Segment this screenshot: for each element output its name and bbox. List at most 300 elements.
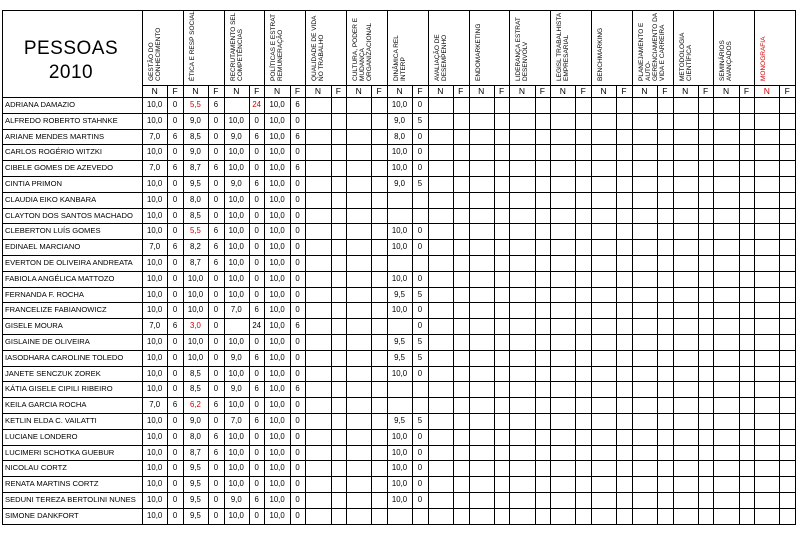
- grade-cell: 10,0: [391, 479, 408, 489]
- student-name: GISLAINE DE OLIVEIRA: [5, 337, 90, 346]
- grade-cell: 10,0: [147, 431, 163, 441]
- grade-cell: 10,0: [391, 431, 408, 441]
- absence-cell: 0: [417, 305, 423, 315]
- nf-divider: [657, 85, 658, 525]
- student-name: EVERTON DE OLIVEIRA ANDREATA: [5, 258, 133, 267]
- absence-cell: 0: [295, 352, 300, 362]
- grade-cell: 10,0: [147, 115, 163, 125]
- grade-cell: 10,0: [187, 273, 204, 283]
- sub-header-n: N: [600, 86, 607, 96]
- grade-cell: 10,0: [269, 210, 285, 220]
- absence-cell: 0: [213, 384, 219, 394]
- grade-cell: 10,0: [147, 416, 163, 425]
- absence-cell: 0: [172, 510, 178, 520]
- absence-cell: 0: [254, 163, 259, 173]
- nf-divider: [698, 85, 699, 525]
- sub-header-n: N: [763, 86, 770, 96]
- grade-cell: 10,0: [228, 431, 244, 441]
- student-name: CINTIA PRIMON: [5, 179, 62, 188]
- sub-header-n: N: [233, 86, 240, 96]
- sub-header-f: F: [458, 86, 464, 96]
- nf-divider: [331, 85, 332, 525]
- student-name: ADRIANA DAMAZIO: [5, 100, 76, 109]
- absence-cell: 0: [172, 479, 178, 489]
- absence-cell: 0: [172, 100, 178, 109]
- absence-cell: 6: [254, 495, 259, 504]
- absence-cell: 6: [254, 384, 259, 394]
- grade-cell: 10,0: [269, 131, 285, 141]
- sub-header-f: F: [417, 86, 423, 96]
- grade-cell: 9,0: [230, 384, 242, 394]
- absence-cell: 0: [213, 273, 219, 283]
- absence-cell: 0: [172, 416, 178, 425]
- grade-cell: 10,0: [228, 400, 244, 410]
- absence-cell: 0: [417, 431, 423, 441]
- student-name: SIMONE DANKFORT: [5, 510, 79, 520]
- absence-cell: 0: [417, 495, 423, 504]
- absence-cell: 5: [417, 352, 423, 362]
- absence-cell: 0: [213, 495, 219, 504]
- absence-cell: 0: [172, 210, 178, 220]
- grade-cell: 10,0: [147, 495, 163, 504]
- nf-divider: [371, 85, 372, 525]
- grade-cell: 10,0: [228, 147, 244, 157]
- absence-cell: 0: [295, 368, 300, 378]
- absence-cell: 0: [172, 289, 178, 299]
- absence-cell: 0: [417, 163, 423, 173]
- absence-cell: 24: [252, 321, 262, 331]
- absence-cell: 5: [417, 337, 423, 346]
- absence-cell: 6: [213, 100, 219, 109]
- grade-cell: 10,0: [228, 510, 244, 520]
- grade-cell: 9,5: [190, 510, 201, 520]
- border-left: [2, 10, 3, 525]
- grade-cell: 10,0: [147, 447, 163, 457]
- sub-header-f: F: [539, 86, 545, 96]
- grade-cell: 10,0: [391, 147, 408, 157]
- grade-cell: 9,0: [230, 131, 242, 141]
- absence-cell: 0: [254, 431, 259, 441]
- absence-cell: 0: [213, 179, 219, 188]
- sub-header-f: F: [498, 86, 505, 96]
- absence-cell: 6: [213, 258, 219, 267]
- grade-cell: 9,0: [230, 495, 242, 504]
- column-header: ENDOMARKETING: [474, 23, 482, 81]
- sub-header-f: F: [580, 86, 586, 96]
- grade-cell: 9,5: [190, 495, 201, 504]
- sub-header-f: F: [662, 86, 668, 96]
- column-header: PLANEJAMENTO E AUTO-GERENCIAMENTO DA VIDA E CARREIRA: [637, 13, 666, 81]
- nf-divider: [453, 85, 454, 525]
- absence-cell: 6: [254, 131, 259, 141]
- grade-cell: 8,0: [394, 131, 405, 141]
- student-name: CLAYTON DOS SANTOS MACHADO: [5, 210, 133, 220]
- grade-cell: 10,0: [269, 321, 285, 331]
- grade-cell: 9,5: [190, 463, 201, 473]
- absence-cell: 6: [295, 384, 300, 394]
- absence-cell: 0: [417, 242, 423, 252]
- absence-cell: 0: [295, 510, 300, 520]
- grade-cell: 10,0: [269, 510, 285, 520]
- absence-cell: 0: [295, 273, 300, 283]
- column-header: SEMINÁRIOS AVANÇADOS: [719, 40, 734, 81]
- absence-cell: 0: [417, 447, 423, 457]
- grade-cell: 10,0: [269, 258, 285, 267]
- grade-cell: 10,0: [147, 210, 163, 220]
- nf-divider: [494, 85, 495, 525]
- grade-cell: 3,0: [190, 321, 201, 331]
- grade-cell: 9,0: [190, 115, 201, 125]
- student-name: CIBELE GOMES DE AZEVEDO: [5, 163, 114, 173]
- grade-cell: 9,5: [394, 352, 405, 362]
- absence-cell: 0: [213, 479, 219, 489]
- grade-cell: 10,0: [391, 100, 408, 109]
- absence-cell: 0: [417, 147, 423, 157]
- grade-cell: 10,0: [147, 337, 163, 346]
- grade-cell: 10,0: [228, 163, 244, 173]
- absence-cell: 0: [254, 368, 259, 378]
- absence-cell: 0: [417, 100, 423, 109]
- grade-cell: 7,0: [230, 416, 242, 425]
- absence-cell: 0: [295, 416, 300, 425]
- absence-cell: 6: [295, 163, 300, 173]
- grade-cell: 9,5: [394, 337, 405, 346]
- absence-cell: 0: [254, 194, 259, 204]
- absence-cell: 0: [295, 242, 300, 252]
- absence-cell: 6: [213, 447, 219, 457]
- grade-cell: 10,0: [147, 273, 163, 283]
- grade-cell: 8,2: [190, 242, 201, 252]
- grade-cell: 9,5: [394, 289, 405, 299]
- absence-cell: 0: [213, 210, 219, 220]
- absence-cell: 0: [254, 463, 259, 473]
- absence-cell: 0: [254, 273, 259, 283]
- student-name: FRANCELIZE FABIANOWICZ: [5, 305, 107, 315]
- student-name: RENATA MARTINS CORTZ: [5, 479, 99, 489]
- grade-cell: 7,0: [149, 400, 161, 410]
- grade-cell: 10,0: [269, 163, 285, 173]
- student-name: FERNANDA F. ROCHA: [5, 289, 84, 299]
- row-divider: [2, 524, 795, 525]
- grade-cell: 10,0: [269, 305, 285, 315]
- absence-cell: 0: [295, 147, 300, 157]
- grade-cell: 10,0: [391, 305, 408, 315]
- absence-cell: 6: [295, 100, 300, 109]
- absence-cell: 0: [213, 289, 219, 299]
- grade-cell: 10,0: [147, 179, 163, 188]
- column-header: CULTURA, PODER E MUDANÇA ORGANIZACIONAL: [352, 17, 374, 81]
- sub-header-n: N: [151, 86, 158, 96]
- grade-cell: 10,0: [228, 242, 244, 252]
- sub-header-f: F: [172, 86, 178, 96]
- sub-header-n: N: [641, 86, 648, 96]
- grade-cell: 7,0: [149, 163, 161, 173]
- grade-cell: 10,0: [147, 258, 163, 267]
- grade-cell: 10,0: [147, 368, 163, 378]
- absence-cell: 0: [254, 226, 259, 236]
- grade-cell: 10,0: [228, 194, 244, 204]
- absence-cell: 0: [417, 131, 423, 141]
- grade-cell: 9,5: [190, 479, 201, 489]
- grade-cell: 10,0: [269, 337, 285, 346]
- absence-cell: 5: [417, 179, 423, 188]
- absence-cell: 0: [172, 273, 178, 283]
- absence-cell: 6: [213, 226, 219, 236]
- absence-cell: 0: [213, 337, 219, 346]
- grade-cell: 9,0: [190, 147, 201, 157]
- column-header: POLÍTICAS E ESTRAT REMUNERAÇÃO: [270, 14, 285, 81]
- absence-cell: 0: [172, 431, 178, 441]
- absence-cell: 0: [213, 115, 219, 125]
- absence-cell: 6: [295, 131, 300, 141]
- grade-cell: 10,0: [147, 147, 163, 157]
- student-name: SEDUNI TEREZA BERTOLINI NUNES: [5, 495, 136, 504]
- grade-cell: 9,0: [394, 179, 405, 188]
- grade-cell: 10,0: [391, 163, 408, 173]
- grade-cell: 5,5: [190, 100, 201, 109]
- column-header: GESTÃO DO CONHECIMENTO: [148, 27, 162, 81]
- grade-cell: 10,0: [147, 510, 163, 520]
- absence-cell: 6: [172, 400, 178, 410]
- grade-cell: 10,0: [228, 337, 244, 346]
- sub-header-f: F: [743, 86, 750, 96]
- absence-cell: 0: [213, 194, 219, 204]
- grade-cell: 9,0: [230, 179, 242, 188]
- absence-cell: 5: [417, 115, 423, 125]
- grade-cell: 9,5: [394, 416, 405, 425]
- absence-cell: 0: [172, 352, 178, 362]
- grade-cell: 10,0: [269, 147, 285, 157]
- absence-cell: 0: [172, 447, 178, 457]
- sub-header-f: F: [294, 86, 301, 96]
- absence-cell: 6: [172, 242, 178, 252]
- absence-cell: 6: [172, 131, 178, 141]
- absence-cell: 0: [172, 337, 178, 346]
- sub-header-f: F: [703, 86, 709, 96]
- absence-cell: 0: [213, 321, 219, 331]
- grade-cell: 10,0: [269, 179, 285, 188]
- grade-cell: 10,0: [147, 352, 163, 362]
- column-header: LEGISL TRABALHISTA EMPRESARIAL: [556, 13, 571, 81]
- absence-cell: 0: [254, 258, 259, 267]
- absence-cell: 6: [172, 321, 178, 331]
- absence-cell: 0: [254, 510, 259, 520]
- absence-cell: 5: [417, 289, 423, 299]
- grade-cell: 7,0: [149, 242, 161, 252]
- absence-cell: 6: [254, 416, 259, 425]
- absence-cell: 0: [213, 352, 219, 362]
- column-header: LIDERANÇA ESTRAT DESENVOLV: [515, 17, 530, 81]
- absence-cell: 0: [213, 147, 219, 157]
- absence-cell: 0: [254, 210, 259, 220]
- grade-cell: 10,0: [269, 447, 285, 457]
- absence-cell: 0: [172, 495, 178, 504]
- grade-cell: 10,0: [391, 226, 408, 236]
- student-name: GISELE MOURA: [5, 321, 63, 331]
- grade-cell: 7,0: [149, 131, 161, 141]
- absence-cell: 6: [254, 305, 259, 315]
- grade-cell: 10,0: [269, 242, 285, 252]
- absence-cell: 0: [295, 447, 300, 457]
- column-header: ÉTICA E RESP SOCIAL: [188, 11, 196, 81]
- nf-divider: [616, 85, 617, 525]
- student-name: KEILA GARCIA ROCHA: [5, 400, 87, 410]
- grade-cell: 10,0: [269, 416, 285, 425]
- column-header: METODOLOGIA CIENTÍFICA: [678, 33, 693, 81]
- grade-cell: 10,0: [228, 463, 244, 473]
- grade-cell: 10,0: [391, 273, 408, 283]
- absence-cell: 0: [172, 115, 178, 125]
- grade-cell: 10,0: [269, 100, 285, 109]
- absence-cell: 0: [295, 115, 300, 125]
- column-header: MONOGRAFIA: [760, 36, 768, 81]
- grade-cell: 7,0: [149, 321, 161, 331]
- student-name: EDINAEL MARCIANO: [5, 242, 81, 252]
- nf-divider: [575, 85, 576, 525]
- absence-cell: 0: [213, 463, 219, 473]
- absence-cell: 0: [254, 147, 259, 157]
- grade-cell: 10,0: [269, 352, 285, 362]
- sub-header-n: N: [437, 86, 444, 96]
- student-name: FABIOLA ANGÉLICA MATTOZO: [5, 273, 115, 283]
- grade-cell: 10,0: [147, 479, 163, 489]
- grade-cell: 10,0: [228, 115, 244, 125]
- grade-cell: 10,0: [187, 289, 204, 299]
- grade-cell: 10,0: [147, 226, 163, 236]
- grade-cell: 10,0: [391, 368, 408, 378]
- sub-header-n: N: [192, 86, 199, 96]
- absence-cell: 0: [295, 337, 300, 346]
- absence-cell: 0: [172, 305, 178, 315]
- column-header: RECRUTAMENTO SEL COMPETÊNCIAS: [229, 12, 244, 81]
- grade-cell: 8,5: [190, 368, 201, 378]
- grade-cell: 8,5: [190, 384, 201, 394]
- absence-cell: 0: [295, 289, 300, 299]
- absence-cell: 5: [417, 416, 423, 425]
- grade-cell: 10,0: [228, 210, 244, 220]
- column-header: QUALIDADE DE VIDA NO TRABALHO: [311, 15, 326, 81]
- absence-cell: 0: [213, 131, 219, 141]
- absence-cell: 6: [213, 163, 219, 173]
- absence-cell: 6: [254, 352, 259, 362]
- grade-cell: 10,0: [269, 194, 285, 204]
- nf-divider: [739, 85, 740, 525]
- absence-cell: 0: [417, 368, 423, 378]
- sub-header-n: N: [559, 86, 566, 96]
- column-divider: [795, 10, 796, 525]
- absence-cell: 6: [254, 179, 259, 188]
- grade-cell: 8,0: [190, 431, 201, 441]
- grade-cell: 6,2: [190, 400, 201, 410]
- grade-cell: 9,0: [394, 115, 405, 125]
- title-year: 2010: [48, 62, 94, 83]
- absence-cell: 0: [172, 226, 178, 236]
- absence-cell: 0: [295, 226, 300, 236]
- absence-cell: 0: [295, 194, 300, 204]
- absence-cell: 0: [254, 447, 259, 457]
- grade-cell: 10,0: [391, 463, 408, 473]
- absence-cell: 0: [172, 258, 178, 267]
- student-name: ARIANE MENDES MARTINS: [5, 131, 105, 141]
- grade-cell: 10,0: [228, 479, 244, 489]
- absence-cell: 6: [213, 400, 219, 410]
- absence-cell: 0: [172, 179, 178, 188]
- student-name: ALFREDO ROBERTO STAHNKE: [5, 115, 118, 125]
- absence-cell: 0: [295, 495, 300, 504]
- sub-header-n: N: [314, 86, 321, 96]
- grade-cell: 7,0: [230, 305, 242, 315]
- absence-cell: 0: [417, 226, 423, 236]
- absence-cell: 0: [295, 210, 300, 220]
- absence-cell: 0: [295, 463, 300, 473]
- title-pessoas: PESSOAS: [23, 38, 119, 59]
- absence-cell: 0: [295, 258, 300, 267]
- absence-cell: 0: [254, 289, 259, 299]
- grade-cell: 10,0: [269, 226, 285, 236]
- grade-cell: 10,0: [147, 463, 163, 473]
- sub-header-n: N: [518, 86, 526, 96]
- grade-cell: 10,0: [147, 100, 163, 109]
- grade-cell: 10,0: [147, 289, 163, 299]
- absence-cell: 0: [417, 479, 423, 489]
- grade-cell: 8,5: [190, 131, 201, 141]
- absence-cell: 0: [295, 400, 300, 410]
- sub-header-f: F: [335, 86, 341, 96]
- grade-cell: 10,0: [187, 352, 204, 362]
- student-name: JANETE SENCZUK ZOREK: [5, 368, 101, 378]
- grade-cell: 10,0: [228, 289, 244, 299]
- absence-cell: 0: [172, 147, 178, 157]
- grade-cell: 10,0: [269, 400, 285, 410]
- grade-cell: 10,0: [269, 479, 285, 489]
- grade-cell: 10,0: [269, 495, 285, 504]
- grade-cell: 9,5: [190, 179, 201, 188]
- absence-cell: 0: [295, 305, 300, 315]
- grade-cell: 10,0: [147, 384, 163, 394]
- absence-cell: 0: [213, 368, 219, 378]
- grade-cell: 10,0: [391, 495, 408, 504]
- grade-cell: 8,0: [190, 194, 201, 204]
- grade-cell: 10,0: [228, 447, 244, 457]
- grade-cell: 8,7: [190, 258, 201, 267]
- student-name: LUCIANE LONDERO: [5, 431, 78, 441]
- absence-cell: 6: [213, 242, 219, 252]
- sub-header-n: N: [355, 86, 362, 96]
- absence-cell: 0: [254, 479, 259, 489]
- absence-cell: 0: [417, 463, 423, 473]
- grade-cell: 10,0: [228, 273, 244, 283]
- sub-header-n: N: [274, 86, 281, 96]
- sub-header-n: N: [722, 86, 730, 96]
- grade-cell: 10,0: [269, 384, 285, 394]
- grade-cell: 10,0: [147, 305, 163, 315]
- grade-cell: 10,0: [147, 194, 163, 204]
- sub-header-n: N: [478, 86, 485, 96]
- grade-cell: 10,0: [269, 115, 285, 125]
- absence-cell: 6: [295, 321, 300, 331]
- absence-cell: 0: [254, 115, 259, 125]
- absence-cell: 0: [213, 416, 219, 425]
- absence-cell: 0: [213, 510, 219, 520]
- absence-cell: 0: [172, 368, 178, 378]
- absence-cell: 0: [172, 384, 178, 394]
- grade-cell: 5,5: [190, 226, 201, 236]
- sub-header-n: N: [682, 86, 689, 96]
- grade-cell: 10,0: [269, 368, 285, 378]
- sub-header-f: F: [213, 86, 219, 96]
- sub-header-f: F: [784, 86, 790, 96]
- absence-cell: 0: [417, 321, 423, 331]
